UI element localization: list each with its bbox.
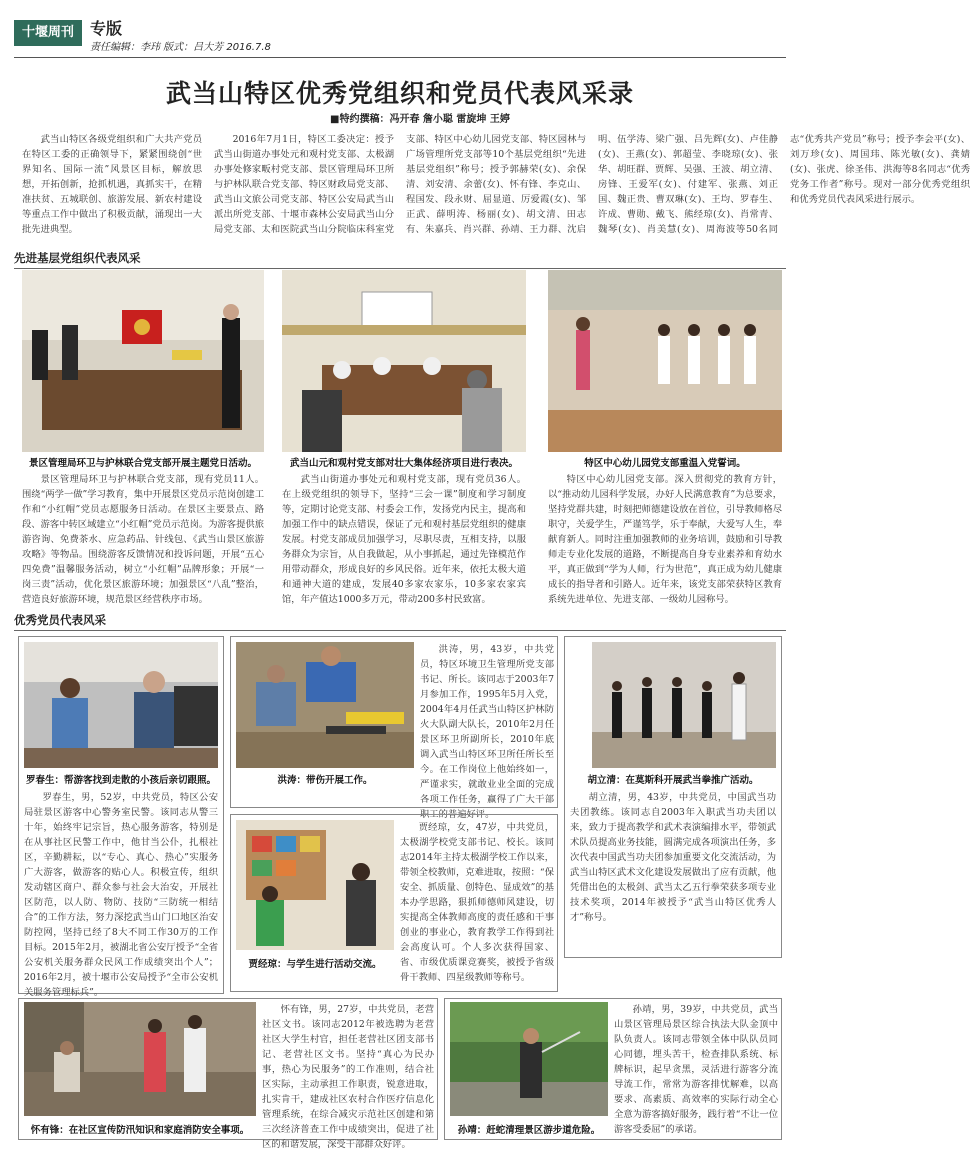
- member-text-sun: [614, 1002, 778, 1136]
- member-paragraph: 胡立清，男，43岁，中共党员，中国武当功夫团教练。该同志自2003年入职武当功夫团以来，致力于提高教学和武术表演编排水平，带领武术队员提高业务技能，圆满完成各项演出任务，多次代表中国武当功夫团参加重要文化交流活动，为武当山特区武术文化建设发展做出了应有贡献，他凭借出色的太极剑、武当太乙五行拳荣获多项专业技术奖项，2014年被授予“武当山特区优秀人才”称号。: [570, 792, 776, 923]
- member-paragraph: 洪涛，男，43岁，中共党员，特区环境卫生管理所党支部书记、所长。该同志于2003年7月参加工作，1995年5月入党，2004年4月任武当山特区护林防火大队副大队长，2010年2月任景区环卫所副所长，2010年底调入武当山特区环卫所任所长至今。在工作岗位上他始终如一，严谨求实，就敢业业全面的完成各项工作任务，赢得了广大干部职工的普遍好评。: [420, 644, 554, 820]
- photo-caption: 孙靖：赶蛇清理景区游步道危险。: [457, 1125, 601, 1136]
- photo-kindergarten-oath: [548, 270, 782, 452]
- photo-hong-tao: [236, 642, 414, 768]
- photo-caption: 景区管理局环卫与护林联合党支部开展主题党日活动。: [28, 458, 257, 469]
- intro-paragraph: 2016年7月1日，特区工委决定：授予武当山街道办事处元和观村党支部、太极湖办事处修家畈村党支部、景区管理局环卫所与护林队联合党支部、特区财政局党支部、武当山文旅公司党支部、特区公安局武当山派出所党支部、十堰市森林公安局武当山分局党支部、太和医院武当山分院临床科室党支部、特区中心幼儿园党支部、特区园林与广场管理所党支部等10个基层党组织“先进基层党组织”称号；授予郭赫荣(女)、余保清、刘安清、余蕾(女)、怀有锋、李克山、程国发、段永财、屈显道、厉爱霞(女)、邹正武、薛明涛、杨丽(女)、胡文清、田志有、朱嘉兵、肖兴群、孙靖、王力群、沈启明、伍学涛、梁广强、吕先辉(女)、卢佳静(女)、王燕(女)、郭超莹、李晓琼(女)、张华、胡旺群、贾辉、吴强、王波、胡立清、房锋、王爱军(女)、付建军、张燕、刘正国、魏正贵、曹双琳(女)、王均、罗春生、许成、曹勋、戴飞、熊经琼(女)、肖常青、魏琴(女)、肖美慧(女)、周海波等50名同志“优秀共产党员”称号；授予李会平(女)、刘万珍(女)、周国玮、陈光敏(女)、龚婧(女)、张虎、徐圣伟、洪海等8名同志“优秀党务工作者”称号。现对一部分优秀党组织和优秀党员代表风采进行展示。: [214, 134, 970, 235]
- member-text-hong: [420, 642, 554, 820]
- photo-jia-jingqiong: [236, 820, 394, 950]
- photo-caption: 怀有锋：在社区宣传防汛知识和家庭消防安全事项。: [30, 1125, 250, 1136]
- section-heading-organizations: 先进基层党组织代表风采: [14, 250, 786, 269]
- member-paragraph: 罗春生，男，52岁，中共党员，特区公安局驻景区游客中心警务室民警。该同志从警三十年，始终牢记宗旨，热心服务游客，特别是在从事社区民警工作中，他甘当公仆，扎根社区，辛勤耕耘，以“专心、真心、热心”实服务广大游客，做游客的贴心人。积极宣传，组织发动辖区商户、群众参与社会大治安，开展社区防范，以人防、物防、技防“三防统一相结合”的工作方法，努力深挖武当山门口地区治安防控网，坚持已经了8大不同工作30万的工作目标。2015年2月，被湖北省公安厅授予“全省公安机关服务群众民风工作成绩突出个人”；2016年2月，被十堰市公安局授予“全市公安机关服务管理标兵”。: [24, 792, 218, 998]
- photo-caption: 胡立清：在莫斯科开展武当拳推广活动。: [587, 775, 759, 786]
- member-text-hu: [570, 790, 776, 954]
- photo-caption: 贾经琼：与学生进行活动交流。: [248, 959, 382, 970]
- org-text-sanitation: [22, 472, 264, 604]
- member-paragraph: 贾经琼，女，47岁，中共党员，太极湖学校党支部书记、校长。该同志2014年主持太极湖学校工作以来，带领全校教师，克难进取，按照：“保安全、抓质量、创特色、显成效”的基本办学思路，狠抓师德师风建设，切实提高全体教师高度的责任感和干事创业的事业心，教育教学工作得到社会高度认可。个人多次获得国家、省、市级优质课竞赛奖，被授予省级骨干教师、四星级教师等称号。: [400, 822, 554, 983]
- photo-huai-youfeng: [24, 1002, 256, 1116]
- org-text-kindergarten: [548, 472, 782, 604]
- member-text-jia: [400, 820, 554, 988]
- article-byline: ■特约撰稿：冯开春 詹小聪 雷旋坤 王婷: [330, 114, 510, 125]
- photo-caption: 武当山元和观村党支部对壮大集体经济项目进行表决。: [289, 458, 518, 469]
- photo-caption: 洪涛：带伤开展工作。: [277, 775, 373, 786]
- photo-village-vote: [282, 270, 526, 452]
- org-paragraph: 景区管理局环卫与护林联合党支部，现有党员11人。围绕“两学一做”学习教育，集中开展景区党员示范岗创建工作和“小红帽”党员志愿服务日活动。在景区主要景点、路段、游客中转区域建立“小红帽”党员示范岗。为游客提供旅游咨询、免费茶水、应急药品、针线包、《武当山景区旅游攻略》等物品。围绕游客反馈情况和投诉问题，开展“五心四免费”温馨服务活动，树立“小红帽”品牌形象；开展“一岗三责”活动，优化景区旅游环境；加强景区“八乱”整治，营造良好旅游环境，规范景区经营秩序市场。: [22, 474, 264, 605]
- member-paragraph: 孙靖，男，39岁，中共党员，武当山景区管理局景区综合执法大队金顶中队负责人。该同志带领全体中队队员同心同德，埋头苦干，检查排队系统、标牌标识，起早贪黑，灵活进行游客分流导流工作，常常为游客排忧解难，以高要求、高素质、高效率的实际行动全心全意为游客搞好服务，践行着“不让一位游客受委屈”的承诺。: [614, 1004, 778, 1135]
- intro-paragraph: 武当山特区各级党组织和广大共产党员在特区工委的正确领导下，紧紧围绕创“世界知名、国际一流”风景区目标，解放思想，开拓创新，抢抓机遇，真抓实干，在精准扶贫、五城联创、旅游发展、新农村建设等重点工作中做出了积极贡献，涌现出一大批先进典型。: [22, 134, 202, 235]
- photo-hu-liqing: [592, 642, 776, 768]
- section-heading-members: 优秀党员代表风采: [14, 612, 786, 631]
- masthead: [14, 10, 786, 54]
- photo-luo-chunsheng: [24, 642, 218, 768]
- member-text-luo: [24, 790, 218, 998]
- article-title: 武当山特区优秀党组织和党员代表风采录: [165, 79, 634, 108]
- photo-sanitation-team-meeting: [22, 270, 264, 452]
- top-divider: [14, 57, 786, 58]
- member-text-huai: [262, 1002, 434, 1150]
- section-name: 专版: [90, 19, 123, 38]
- weekly-badge: 十堰周刊: [14, 20, 82, 46]
- photo-caption: 特区中心幼儿园党支部重温入党誓词。: [584, 458, 746, 469]
- intro-text: [22, 132, 970, 244]
- photo-caption: 罗春生：帮游客找到走散的小孩后亲切跟照。: [25, 775, 216, 786]
- org-paragraph: 特区中心幼儿园党支部。深入贯彻党的教育方针，以“推动幼儿园科学发展，办好人民满意教育”为总要求，坚持党群共建，时刻把师德建设放在首位，引导教师格尽职守，关爱学生，严谨笃学，乐于奉献，大爱写人生，奉献育新人。同时注重加强教师的业务培训，鼓励和引导教师走专业化发展的道路，不断提高自身专业素养和育幼水平，真正做到“学为人师，行为世范”，真正成为幼儿健康成长的指导者和引路人。近年来，该党支部荣获特区教育系统先进单位、先进支部、一级幼儿园称号。: [548, 474, 782, 605]
- member-paragraph: 怀有锋，男，27岁，中共党员，老营社区文书。该同志2012年被选聘为老营社区大学生村官，担任老营社区团支部书记、老营社区文书。坚持“真心为民办事，热心为民服务”的工作准则，结合社区实际，主动承担工作职责，锐意进取，扎实肯干，建成社区农村合作医疗信息化管理系统，在综合减灾示范社区创建和第三次经济普查工作中成绩突出，促进了社区的和谐发展，深受干部群众好评。: [262, 1004, 434, 1150]
- org-text-village: [282, 472, 526, 604]
- photo-sun-jing: [450, 1002, 608, 1116]
- org-paragraph: 武当山街道办事处元和观村党支部，现有党员36人。在上级党组织的领导下，坚持“三会一课”制度和学习制度等，定期讨论党支部、村委会工作，发扬党内民主，提高和加强工作中的缺点错误，保证了元和观村基层党组织的健康发展。村党支部成员加强学习，尽职尽责，互相支持，以服务群众为宗旨，从自我做起，从小事抓起，通过先锋模范作用带动群众，形成良好的乡风民俗。近年来，依托太极大道和通神大道的建成，发展40多家农家乐，10多家农家宾馆，年产值达1000多万元，带动200多村民致富。: [282, 474, 526, 605]
- editor-credits: 责任编辑：李玮 版式：吕大芳 2016.7.8: [90, 42, 271, 53]
